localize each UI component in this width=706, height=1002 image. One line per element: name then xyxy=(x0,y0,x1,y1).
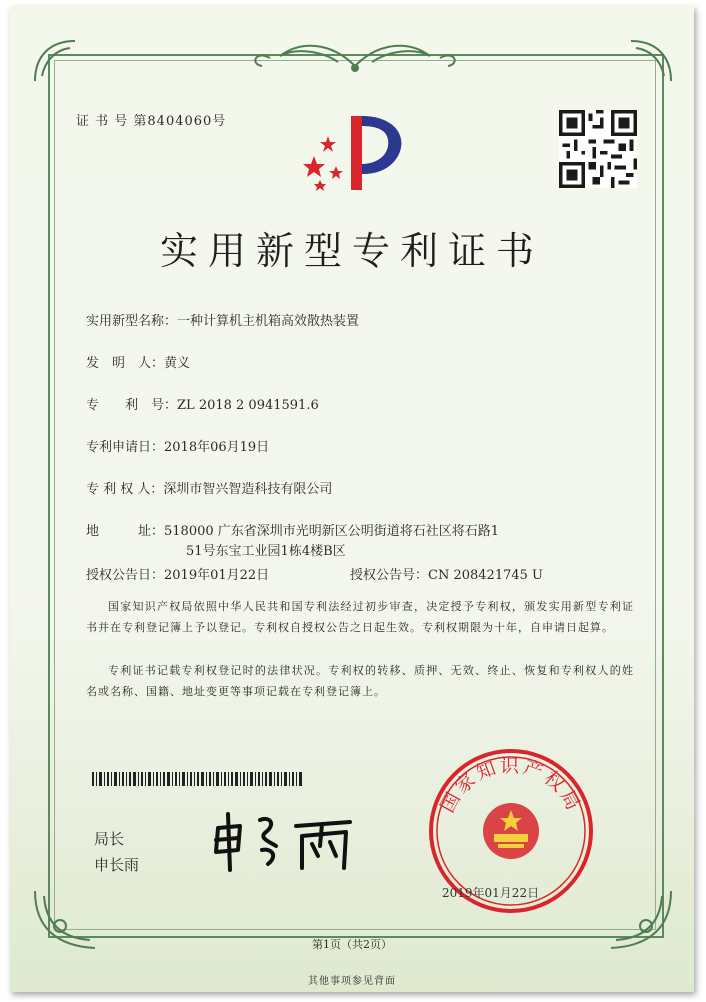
field-value: 518000 广东省深圳市光明新区公明街道将石社区将石路1 xyxy=(164,524,500,539)
certificate-number: 证 书 号 第8404060号 xyxy=(76,114,227,129)
patent-office-emblem-icon xyxy=(296,108,416,198)
national-emblem-icon xyxy=(483,803,539,859)
field-label: 授权公告号： xyxy=(350,568,429,583)
barcode xyxy=(92,772,302,786)
certificate-title: 实用新型专利证书 xyxy=(159,229,544,273)
field-value: ZL 2018 2 0941591.6 xyxy=(177,398,319,413)
field-patent-number xyxy=(86,394,319,413)
field-value: 黄义 xyxy=(164,356,191,371)
field-application-date xyxy=(86,436,269,455)
certificate-sheet xyxy=(10,6,694,992)
field-grant-announcement-date xyxy=(86,564,269,583)
seal-date: 2019年01月22日 xyxy=(442,886,540,900)
director-signature xyxy=(210,806,360,876)
field-utility-model-name xyxy=(86,310,359,329)
field-label: 授权公告日： xyxy=(86,568,165,583)
top-ornament xyxy=(250,36,460,76)
director-name: 申长雨 xyxy=(94,856,140,874)
field-label: 专利申请日： xyxy=(86,440,165,455)
footer-note: 其他事项参见背面 xyxy=(308,976,396,987)
corner-ornament-tr xyxy=(626,36,676,86)
field-label: 发 明 人： xyxy=(86,356,165,371)
field-label: 专 利 号： xyxy=(86,398,178,413)
field-label: 地 址： xyxy=(86,524,165,539)
field-address-line2: 51号东宝工业园1栋4楼B区 xyxy=(186,544,346,559)
field-value: 2018年06月19日 xyxy=(164,440,270,455)
legal-status-paragraph: 专利证书记载专利权登记时的法律状况。专利权的转移、质押、无效、终止、恢复和专利权人的姓名或名称、国籍、地址变更等事项记载在专利登记簿上。 xyxy=(86,664,634,698)
field-label: 实用新型名称： xyxy=(86,314,178,329)
qr-code xyxy=(558,110,638,188)
field-value: 深圳市智兴智造科技有限公司 xyxy=(163,482,333,497)
grant-statement-paragraph: 国家知识产权局依照中华人民共和国专利法经过初步审查，决定授予专利权，颁发实用新型专利证书并在专利登记簿上予以登记。专利权自授权公告之日起生效。专利权期限为十年，自申请日起算。 xyxy=(86,600,634,634)
field-value: CN 208421745 U xyxy=(428,568,543,583)
director-title: 局长 xyxy=(94,830,125,848)
field-patentee xyxy=(86,478,332,497)
field-value: 2019年01月22日 xyxy=(164,568,270,583)
corner-ornament-tl xyxy=(30,36,80,86)
seal-text: 国家知识产权局 xyxy=(436,755,586,817)
field-label: 专 利 权 人： xyxy=(86,482,164,497)
field-address xyxy=(86,520,499,539)
page-number: 第1页（共2页） xyxy=(312,938,392,951)
field-grant-announcement-number xyxy=(350,564,543,583)
field-inventor xyxy=(86,352,190,371)
field-value: 一种计算机主机箱高效散热装置 xyxy=(177,314,360,329)
